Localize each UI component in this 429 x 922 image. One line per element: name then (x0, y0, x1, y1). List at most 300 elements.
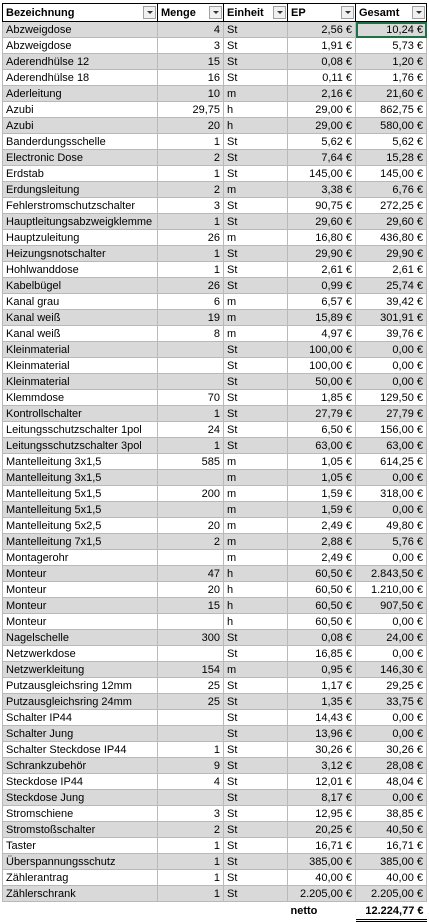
filter-dropdown-icon[interactable] (412, 6, 425, 19)
cell-gesamt[interactable]: 129,50 € (356, 390, 427, 406)
cell-gesamt[interactable]: 0,00 € (356, 550, 427, 566)
cell-menge[interactable] (158, 614, 224, 630)
cell-gesamt[interactable]: 580,00 € (356, 118, 427, 134)
cell-menge[interactable] (158, 710, 224, 726)
cell-gesamt[interactable]: 1.210,00 € (356, 582, 427, 598)
cell-einheit[interactable]: St (224, 774, 288, 790)
cell-ep[interactable]: 3,12 € (288, 758, 356, 774)
cell-gesamt[interactable]: 0,00 € (356, 726, 427, 742)
cell-menge[interactable]: 20 (158, 518, 224, 534)
cell-einheit[interactable]: St (224, 262, 288, 278)
table-row (3, 374, 427, 390)
cell-einheit[interactable]: St (224, 54, 288, 70)
cell-gesamt[interactable]: 272,25 € (356, 198, 427, 214)
cell-gesamt[interactable]: 5,62 € (356, 134, 427, 150)
cell-ep[interactable]: 385,00 € (288, 854, 356, 870)
cell-gesamt[interactable]: 5,76 € (356, 534, 427, 550)
table-row (3, 358, 427, 374)
cell-ep[interactable]: 60,50 € (288, 566, 356, 582)
cell-ep[interactable]: 0,11 € (288, 70, 356, 86)
cell-ep[interactable]: 60,50 € (288, 582, 356, 598)
cell-ep[interactable]: 1,59 € (288, 502, 356, 518)
cell-ep[interactable]: 2.205,00 € (288, 886, 356, 902)
cell-ep[interactable]: 6,50 € (288, 422, 356, 438)
cell-einheit[interactable]: h (224, 582, 288, 598)
cell-bezeichnung[interactable]: Kanal weiß (3, 326, 158, 342)
cell-einheit[interactable]: m (224, 230, 288, 246)
cell-bezeichnung[interactable]: Monteur (3, 598, 158, 614)
cell-ep[interactable]: 0,95 € (288, 662, 356, 678)
cell-menge[interactable]: 4 (158, 774, 224, 790)
cell-menge[interactable]: 4 (158, 22, 224, 38)
header-bezeichnung (3, 4, 158, 22)
cell-menge[interactable] (158, 470, 224, 486)
cell-einheit[interactable]: m (224, 550, 288, 566)
cell-menge[interactable]: 1 (158, 870, 224, 886)
cell-menge[interactable] (158, 502, 224, 518)
cell-menge[interactable] (158, 646, 224, 662)
cell-gesamt[interactable]: 38,85 € (356, 806, 427, 822)
cell-bezeichnung[interactable]: Kontrollschalter (3, 406, 158, 422)
cell-gesamt[interactable]: 40,50 € (356, 822, 427, 838)
cell-ep[interactable]: 2,16 € (288, 86, 356, 102)
cell-menge[interactable]: 2 (158, 182, 224, 198)
cell-menge[interactable] (158, 374, 224, 390)
cell-ep[interactable]: 4,97 € (288, 326, 356, 342)
cell-bezeichnung[interactable]: Monteur (3, 614, 158, 630)
cell-einheit[interactable]: St (224, 198, 288, 214)
cell-menge[interactable]: 25 (158, 678, 224, 694)
filter-dropdown-icon[interactable] (209, 6, 222, 19)
cell-bezeichnung[interactable]: Monteur (3, 566, 158, 582)
cell-bezeichnung[interactable]: Klemmdose (3, 390, 158, 406)
cell-bezeichnung[interactable]: Montagerohr (3, 550, 158, 566)
cell-bezeichnung[interactable]: Stromschiene (3, 806, 158, 822)
cell-gesamt[interactable]: 907,50 € (356, 598, 427, 614)
cell-menge[interactable]: 26 (158, 278, 224, 294)
cell-einheit[interactable]: m (224, 86, 288, 102)
cell-gesamt[interactable]: 0,00 € (356, 646, 427, 662)
cell-bezeichnung[interactable]: Hohlwanddose (3, 262, 158, 278)
cell-einheit[interactable]: St (224, 278, 288, 294)
cell-menge[interactable] (158, 358, 224, 374)
filter-dropdown-icon[interactable] (341, 6, 354, 19)
cell-ep[interactable]: 15,89 € (288, 310, 356, 326)
cell-ep[interactable]: 1,85 € (288, 390, 356, 406)
cell-einheit[interactable]: St (224, 422, 288, 438)
cell-gesamt[interactable]: 24,00 € (356, 630, 427, 646)
cell-menge[interactable]: 10 (158, 86, 224, 102)
cell-menge[interactable]: 1 (158, 134, 224, 150)
cell-ep[interactable]: 60,50 € (288, 598, 356, 614)
cell-gesamt[interactable]: 0,00 € (356, 710, 427, 726)
cell-ep[interactable]: 12,95 € (288, 806, 356, 822)
cell-gesamt[interactable]: 0,00 € (356, 614, 427, 630)
cell-gesamt[interactable]: 25,74 € (356, 278, 427, 294)
cell-menge[interactable] (158, 550, 224, 566)
cell-ep[interactable]: 2,88 € (288, 534, 356, 550)
cell-menge[interactable]: 20 (158, 118, 224, 134)
cell-einheit[interactable]: St (224, 726, 288, 742)
cell-menge[interactable]: 15 (158, 54, 224, 70)
cell-bezeichnung[interactable]: Stromstoßschalter (3, 822, 158, 838)
cell-bezeichnung[interactable]: Abzweigdose (3, 38, 158, 54)
cell-einheit[interactable]: St (224, 150, 288, 166)
cell-gesamt[interactable]: 385,00 € (356, 854, 427, 870)
cell-bezeichnung[interactable]: Taster (3, 838, 158, 854)
cell-menge[interactable]: 585 (158, 454, 224, 470)
cell-ep[interactable]: 6,57 € (288, 294, 356, 310)
cell-gesamt[interactable]: 862,75 € (356, 102, 427, 118)
cell-bezeichnung[interactable]: Mantelleitung 5x2,5 (3, 518, 158, 534)
cell-bezeichnung[interactable]: Putzausgleichsring 12mm (3, 678, 158, 694)
cell-einheit[interactable]: St (224, 710, 288, 726)
cell-einheit[interactable]: St (224, 214, 288, 230)
cell-bezeichnung[interactable]: Kleinmaterial (3, 358, 158, 374)
cell-bezeichnung[interactable]: Leitungsschutzschalter 3pol (3, 438, 158, 454)
cell-menge[interactable]: 8 (158, 326, 224, 342)
cell-einheit[interactable]: St (224, 854, 288, 870)
cell-gesamt[interactable]: 10,24 € (356, 22, 427, 38)
cell-gesamt[interactable]: 40,00 € (356, 870, 427, 886)
cell-bezeichnung[interactable]: Schalter Steckdose IP44 (3, 742, 158, 758)
cell-einheit[interactable]: St (224, 822, 288, 838)
cell-ep[interactable]: 1,05 € (288, 470, 356, 486)
cell-menge[interactable]: 2 (158, 150, 224, 166)
cell-menge[interactable]: 200 (158, 486, 224, 502)
cell-gesamt[interactable]: 27,79 € (356, 406, 427, 422)
cell-ep[interactable]: 16,85 € (288, 646, 356, 662)
cell-menge[interactable] (158, 342, 224, 358)
cell-ep[interactable]: 8,17 € (288, 790, 356, 806)
cell-einheit[interactable]: h (224, 598, 288, 614)
cell-ep[interactable]: 0,08 € (288, 630, 356, 646)
cell-gesamt[interactable]: 6,76 € (356, 182, 427, 198)
cell-ep[interactable]: 16,80 € (288, 230, 356, 246)
cell-gesamt[interactable]: 49,80 € (356, 518, 427, 534)
header-row (3, 4, 427, 22)
cell-bezeichnung[interactable]: Azubi (3, 102, 158, 118)
cell-ep[interactable]: 29,00 € (288, 118, 356, 134)
cell-ep[interactable]: 1,35 € (288, 694, 356, 710)
cell-gesamt[interactable]: 29,25 € (356, 678, 427, 694)
cell-menge[interactable]: 1 (158, 886, 224, 902)
cell-menge[interactable]: 1 (158, 838, 224, 854)
cell-gesamt[interactable]: 0,00 € (356, 790, 427, 806)
cell-menge[interactable]: 29,75 (158, 102, 224, 118)
cell-ep[interactable]: 40,00 € (288, 870, 356, 886)
cell-einheit[interactable]: St (224, 134, 288, 150)
cell-bezeichnung[interactable]: Kanal weiß (3, 310, 158, 326)
cell-ep[interactable]: 16,71 € (288, 838, 356, 854)
cell-einheit[interactable]: St (224, 742, 288, 758)
table-row (3, 646, 427, 662)
cell-menge[interactable]: 25 (158, 694, 224, 710)
cell-gesamt[interactable]: 48,04 € (356, 774, 427, 790)
cell-gesamt[interactable]: 29,60 € (356, 214, 427, 230)
cell-bezeichnung[interactable]: Mantelleitung 5x1,5 (3, 502, 158, 518)
cell-gesamt[interactable]: 156,00 € (356, 422, 427, 438)
cell-einheit[interactable]: St (224, 838, 288, 854)
cell-einheit[interactable]: St (224, 758, 288, 774)
cell-menge[interactable]: 24 (158, 422, 224, 438)
cell-einheit[interactable]: m (224, 518, 288, 534)
table-row (3, 102, 427, 118)
cell-einheit[interactable]: St (224, 806, 288, 822)
cell-bezeichnung[interactable]: Fehlerstromschutzschalter (3, 198, 158, 214)
cell-ep[interactable]: 90,75 € (288, 198, 356, 214)
cell-bezeichnung[interactable]: Netzwerkleitung (3, 662, 158, 678)
cell-gesamt[interactable]: 29,90 € (356, 246, 427, 262)
cell-menge[interactable]: 300 (158, 630, 224, 646)
cell-menge[interactable]: 26 (158, 230, 224, 246)
cell-ep[interactable]: 7,64 € (288, 150, 356, 166)
cell-gesamt[interactable]: 0,00 € (356, 358, 427, 374)
cell-bezeichnung[interactable]: Zählerantrag (3, 870, 158, 886)
cell-bezeichnung[interactable]: Aderleitung (3, 86, 158, 102)
cell-menge[interactable]: 3 (158, 38, 224, 54)
cell-ep[interactable]: 60,50 € (288, 614, 356, 630)
cell-bezeichnung[interactable]: Kleinmaterial (3, 342, 158, 358)
cell-einheit[interactable]: St (224, 678, 288, 694)
cell-gesamt[interactable]: 318,00 € (356, 486, 427, 502)
cell-einheit[interactable]: m (224, 486, 288, 502)
cell-bezeichnung[interactable]: Nagelschelle (3, 630, 158, 646)
cell-bezeichnung[interactable]: Schalter IP44 (3, 710, 158, 726)
cell-ep[interactable]: 12,01 € (288, 774, 356, 790)
cell-ep[interactable]: 100,00 € (288, 358, 356, 374)
cell-bezeichnung[interactable]: Schrankzubehör (3, 758, 158, 774)
cell-gesamt[interactable]: 1,76 € (356, 70, 427, 86)
cell-ep[interactable]: 5,62 € (288, 134, 356, 150)
cell-bezeichnung[interactable]: Banderdungsschelle (3, 134, 158, 150)
cell-ep[interactable]: 27,79 € (288, 406, 356, 422)
cell-ep[interactable]: 2,61 € (288, 262, 356, 278)
cell-bezeichnung[interactable]: Netzwerkdose (3, 646, 158, 662)
cell-menge[interactable]: 15 (158, 598, 224, 614)
cell-bezeichnung[interactable]: Aderendhülse 18 (3, 70, 158, 86)
cell-einheit[interactable]: m (224, 534, 288, 550)
cell-gesamt[interactable]: 39,42 € (356, 294, 427, 310)
cell-bezeichnung[interactable]: Mantelleitung 3x1,5 (3, 470, 158, 486)
cell-bezeichnung[interactable]: Hauptleitungsabzweigklemme (3, 214, 158, 230)
cell-ep[interactable]: 29,60 € (288, 214, 356, 230)
cell-menge[interactable]: 154 (158, 662, 224, 678)
cell-bezeichnung[interactable]: Electronic Dose (3, 150, 158, 166)
cell-gesamt[interactable]: 33,75 € (356, 694, 427, 710)
cell-einheit[interactable]: St (224, 38, 288, 54)
cell-gesamt[interactable]: 63,00 € (356, 438, 427, 454)
cell-ep[interactable]: 2,49 € (288, 550, 356, 566)
cell-einheit[interactable]: m (224, 662, 288, 678)
cell-ep[interactable]: 63,00 € (288, 438, 356, 454)
cell-menge[interactable]: 16 (158, 70, 224, 86)
cell-ep[interactable]: 20,25 € (288, 822, 356, 838)
cell-menge[interactable]: 3 (158, 806, 224, 822)
table-row (3, 182, 427, 198)
cell-bezeichnung[interactable]: Mantelleitung 5x1,5 (3, 486, 158, 502)
cell-gesamt[interactable]: 2,61 € (356, 262, 427, 278)
cell-einheit[interactable]: m (224, 470, 288, 486)
cell-einheit[interactable]: St (224, 790, 288, 806)
cell-einheit[interactable]: m (224, 182, 288, 198)
cell-ep[interactable]: 2,56 € (288, 22, 356, 38)
cell-gesamt[interactable]: 146,30 € (356, 662, 427, 678)
cell-einheit[interactable]: St (224, 438, 288, 454)
cell-menge[interactable]: 2 (158, 534, 224, 550)
cell-menge[interactable]: 1 (158, 262, 224, 278)
cell-ep[interactable]: 0,99 € (288, 278, 356, 294)
cell-menge[interactable]: 19 (158, 310, 224, 326)
cell-menge[interactable]: 9 (158, 758, 224, 774)
cell-menge[interactable]: 70 (158, 390, 224, 406)
cell-bezeichnung[interactable]: Erdungsleitung (3, 182, 158, 198)
cell-einheit[interactable]: St (224, 886, 288, 902)
cell-menge[interactable]: 1 (158, 742, 224, 758)
cell-gesamt[interactable]: 30,26 € (356, 742, 427, 758)
cell-bezeichnung[interactable]: Erdstab (3, 166, 158, 182)
cell-menge[interactable]: 1 (158, 214, 224, 230)
cell-bezeichnung[interactable]: Leitungsschutzschalter 1pol (3, 422, 158, 438)
cell-ep[interactable]: 1,59 € (288, 486, 356, 502)
cell-bezeichnung[interactable]: Kabelbügel (3, 278, 158, 294)
cell-einheit[interactable]: St (224, 374, 288, 390)
filter-dropdown-icon[interactable] (273, 6, 286, 19)
cell-einheit[interactable]: St (224, 646, 288, 662)
cell-bezeichnung[interactable]: Steckdose IP44 (3, 774, 158, 790)
cell-bezeichnung[interactable]: Mantelleitung 7x1,5 (3, 534, 158, 550)
cell-einheit[interactable]: m (224, 310, 288, 326)
cell-ep[interactable]: 29,90 € (288, 246, 356, 262)
cell-menge[interactable]: 2 (158, 822, 224, 838)
header-einheit (224, 4, 288, 22)
cell-gesamt[interactable]: 0,00 € (356, 342, 427, 358)
cell-ep[interactable]: 50,00 € (288, 374, 356, 390)
cell-bezeichnung[interactable]: Kleinmaterial (3, 374, 158, 390)
cell-gesamt[interactable]: 436,80 € (356, 230, 427, 246)
cell-gesamt[interactable]: 5,73 € (356, 38, 427, 54)
cell-ep[interactable]: 0,08 € (288, 54, 356, 70)
filter-dropdown-icon[interactable] (143, 6, 156, 19)
cell-gesamt[interactable]: 0,00 € (356, 374, 427, 390)
cell-gesamt[interactable]: 301,91 € (356, 310, 427, 326)
cell-bezeichnung[interactable]: Hauptzuleitung (3, 230, 158, 246)
cell-einheit[interactable]: St (224, 22, 288, 38)
cell-gesamt[interactable]: 2.843,50 € (356, 566, 427, 582)
cell-ep[interactable]: 145,00 € (288, 166, 356, 182)
cell-einheit[interactable]: St (224, 342, 288, 358)
cell-einheit[interactable]: m (224, 326, 288, 342)
cell-ep[interactable]: 14,43 € (288, 710, 356, 726)
cell-einheit[interactable]: St (224, 406, 288, 422)
cell-einheit[interactable]: m (224, 454, 288, 470)
cell-gesamt[interactable]: 16,71 € (356, 838, 427, 854)
cell-ep[interactable]: 100,00 € (288, 342, 356, 358)
cell-bezeichnung[interactable]: Heizungsnotschalter (3, 246, 158, 262)
cell-gesamt[interactable]: 145,00 € (356, 166, 427, 182)
header-ep (288, 4, 356, 22)
cell-einheit[interactable]: St (224, 630, 288, 646)
cell-gesamt[interactable]: 39,76 € (356, 326, 427, 342)
cell-bezeichnung[interactable]: Mantelleitung 3x1,5 (3, 454, 158, 470)
cell-menge[interactable]: 47 (158, 566, 224, 582)
cell-menge[interactable]: 1 (158, 854, 224, 870)
cell-ep[interactable]: 29,00 € (288, 102, 356, 118)
cell-einheit[interactable]: h (224, 566, 288, 582)
cell-ep[interactable]: 13,96 € (288, 726, 356, 742)
invoice-table (2, 3, 427, 922)
table-row (3, 886, 427, 902)
cell-einheit[interactable]: St (224, 246, 288, 262)
cell-bezeichnung[interactable]: Zählerschrank (3, 886, 158, 902)
table-row (3, 790, 427, 806)
cell-einheit[interactable]: St (224, 358, 288, 374)
cell-menge[interactable]: 6 (158, 294, 224, 310)
cell-einheit[interactable]: St (224, 70, 288, 86)
cell-menge[interactable] (158, 726, 224, 742)
cell-bezeichnung[interactable]: Überspannungsschutz (3, 854, 158, 870)
cell-einheit[interactable]: h (224, 614, 288, 630)
footer-empty (224, 902, 288, 921)
cell-menge[interactable]: 1 (158, 166, 224, 182)
cell-bezeichnung[interactable]: Schalter Jung (3, 726, 158, 742)
cell-gesamt[interactable]: 28,08 € (356, 758, 427, 774)
cell-gesamt[interactable]: 2.205,00 € (356, 886, 427, 902)
cell-einheit[interactable]: h (224, 118, 288, 134)
table-row (3, 774, 427, 790)
cell-bezeichnung[interactable]: Azubi (3, 118, 158, 134)
cell-gesamt[interactable]: 15,28 € (356, 150, 427, 166)
cell-ep[interactable]: 3,38 € (288, 182, 356, 198)
cell-menge[interactable]: 1 (158, 438, 224, 454)
cell-bezeichnung[interactable]: Putzausgleichsring 24mm (3, 694, 158, 710)
table-row (3, 54, 427, 70)
cell-menge[interactable]: 1 (158, 406, 224, 422)
cell-einheit[interactable]: St (224, 694, 288, 710)
cell-gesamt[interactable]: 21,60 € (356, 86, 427, 102)
header-label: Einheit (227, 6, 264, 19)
cell-menge[interactable]: 20 (158, 582, 224, 598)
cell-ep[interactable]: 1,91 € (288, 38, 356, 54)
cell-einheit[interactable]: m (224, 294, 288, 310)
cell-bezeichnung[interactable]: Kanal grau (3, 294, 158, 310)
table-row (3, 470, 427, 486)
cell-ep[interactable]: 1,17 € (288, 678, 356, 694)
cell-menge[interactable]: 1 (158, 246, 224, 262)
cell-gesamt[interactable]: 614,25 € (356, 454, 427, 470)
cell-ep[interactable]: 1,05 € (288, 454, 356, 470)
cell-einheit[interactable]: St (224, 390, 288, 406)
cell-ep[interactable]: 30,26 € (288, 742, 356, 758)
cell-bezeichnung[interactable]: Aderendhülse 12 (3, 54, 158, 70)
cell-menge[interactable]: 3 (158, 198, 224, 214)
table-row (3, 742, 427, 758)
header-menge (158, 4, 224, 22)
cell-gesamt[interactable]: 1,20 € (356, 54, 427, 70)
cell-menge[interactable] (158, 790, 224, 806)
cell-einheit[interactable]: St (224, 870, 288, 886)
netto-total[interactable]: 12.224,77 € (356, 902, 427, 921)
cell-bezeichnung[interactable]: Abzweigdose (3, 22, 158, 38)
cell-einheit[interactable]: h (224, 102, 288, 118)
cell-bezeichnung[interactable]: Steckdose Jung (3, 790, 158, 806)
cell-bezeichnung[interactable]: Monteur (3, 582, 158, 598)
cell-einheit[interactable]: St (224, 166, 288, 182)
cell-gesamt[interactable]: 0,00 € (356, 470, 427, 486)
cell-ep[interactable]: 2,49 € (288, 518, 356, 534)
cell-gesamt[interactable]: 0,00 € (356, 502, 427, 518)
cell-einheit[interactable]: m (224, 502, 288, 518)
